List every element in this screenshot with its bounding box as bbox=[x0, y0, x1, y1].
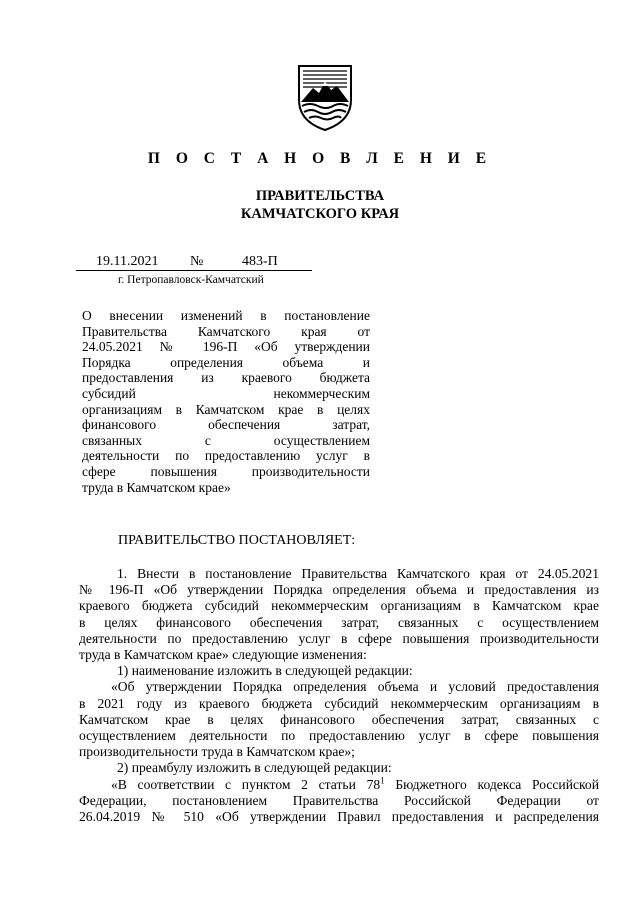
body-line: краевого бюджета субсидий некоммерческим организациям в Камчатском крае bbox=[79, 598, 599, 614]
body-line: 26.04.2019 № 510 «Об утверждении Правил предоставления и распределения bbox=[79, 809, 599, 825]
body-line: труда в Камчатском крае» следующие изменения: bbox=[79, 647, 367, 663]
subject-line: деятельности по предоставлению услуг в bbox=[82, 448, 370, 464]
subject-line: Правительства Камчатского края от bbox=[82, 323, 370, 339]
kamchatka-emblem-icon bbox=[295, 62, 355, 132]
subject-line: предоставления из краевого бюджета bbox=[82, 370, 370, 386]
body-line: № 196-П «Об утверждении Порядка определения объема и предоставления из bbox=[79, 582, 599, 598]
document-number: 483-П bbox=[242, 254, 278, 269]
body-text: «В соответствии с пунктом 2 статьи 78 bbox=[111, 776, 381, 792]
document-date: 19.11.2021 bbox=[96, 254, 159, 269]
subject-line: 24.05.2021 № 196-П «Об утверждении bbox=[82, 339, 370, 355]
number-sign: № bbox=[190, 254, 204, 269]
subject-block bbox=[82, 308, 370, 495]
subject-line: Порядка определения объема и bbox=[82, 354, 370, 370]
subject-line: труда в Камчатском крае» bbox=[82, 479, 231, 495]
body-line: в целях финансового обеспечения затрат, связанных с осуществлением bbox=[79, 614, 599, 630]
issuer-line-1: ПРАВИТЕЛЬСТВА bbox=[255, 188, 385, 204]
superscript: 1 bbox=[380, 775, 385, 786]
body-line: в 2021 году из краевого бюджета субсидий некоммерческим организациям в bbox=[79, 695, 599, 711]
body-line: осуществлением деятельности по предоставлению услуг в сфере повышения bbox=[79, 728, 599, 744]
body-line: 2) преамбулу изложить в следующей редакции: bbox=[117, 760, 392, 776]
body-text: Бюджетного кодекса Российской bbox=[384, 776, 599, 792]
body-line: деятельности по предоставлению услуг в сфере повышения производительности bbox=[79, 630, 599, 646]
body-line: 1. Внести в постановление Правительства Камчатского края от 24.05.2021 bbox=[117, 566, 599, 581]
document-type-title: П О С Т А Н О В Л Е Н И Е bbox=[147, 150, 493, 167]
body-line: Федерации, постановлением Правительства Российской Федерации от bbox=[79, 792, 599, 808]
body-line bbox=[79, 777, 599, 793]
body-line: 1) наименование изложить в следующей редакции: bbox=[117, 663, 413, 679]
subject-line: организациям в Камчатском крае в целях bbox=[82, 401, 370, 417]
city-label: г. Петропавловск-Камчатский bbox=[118, 274, 264, 286]
subject-line: финансового обеспечения затрат, bbox=[82, 417, 370, 433]
date-underline bbox=[76, 270, 312, 271]
body-line: Камчатском крае в целях финансового обеспечения затрат, связанных с bbox=[79, 711, 599, 727]
body-line: производительности труда в Камчатском крае»; bbox=[79, 744, 355, 760]
body-line: «Об утверждении Порядка определения объема и условий предоставления bbox=[111, 679, 599, 695]
subject-line: сфере повышения производительности bbox=[82, 463, 370, 479]
subject-line: субсидий некоммерческим bbox=[82, 385, 370, 401]
resolution-heading: ПРАВИТЕЛЬСТВО ПОСТАНОВЛЯЕТ: bbox=[118, 533, 356, 548]
subject-line: связанных с осуществлением bbox=[82, 432, 370, 448]
issuer-heading bbox=[0, 187, 640, 223]
issuer-line-2: КАМЧАТСКОГО КРАЯ bbox=[240, 206, 400, 222]
subject-line: О внесении изменений в постановление bbox=[82, 308, 370, 323]
document-body bbox=[79, 566, 599, 825]
